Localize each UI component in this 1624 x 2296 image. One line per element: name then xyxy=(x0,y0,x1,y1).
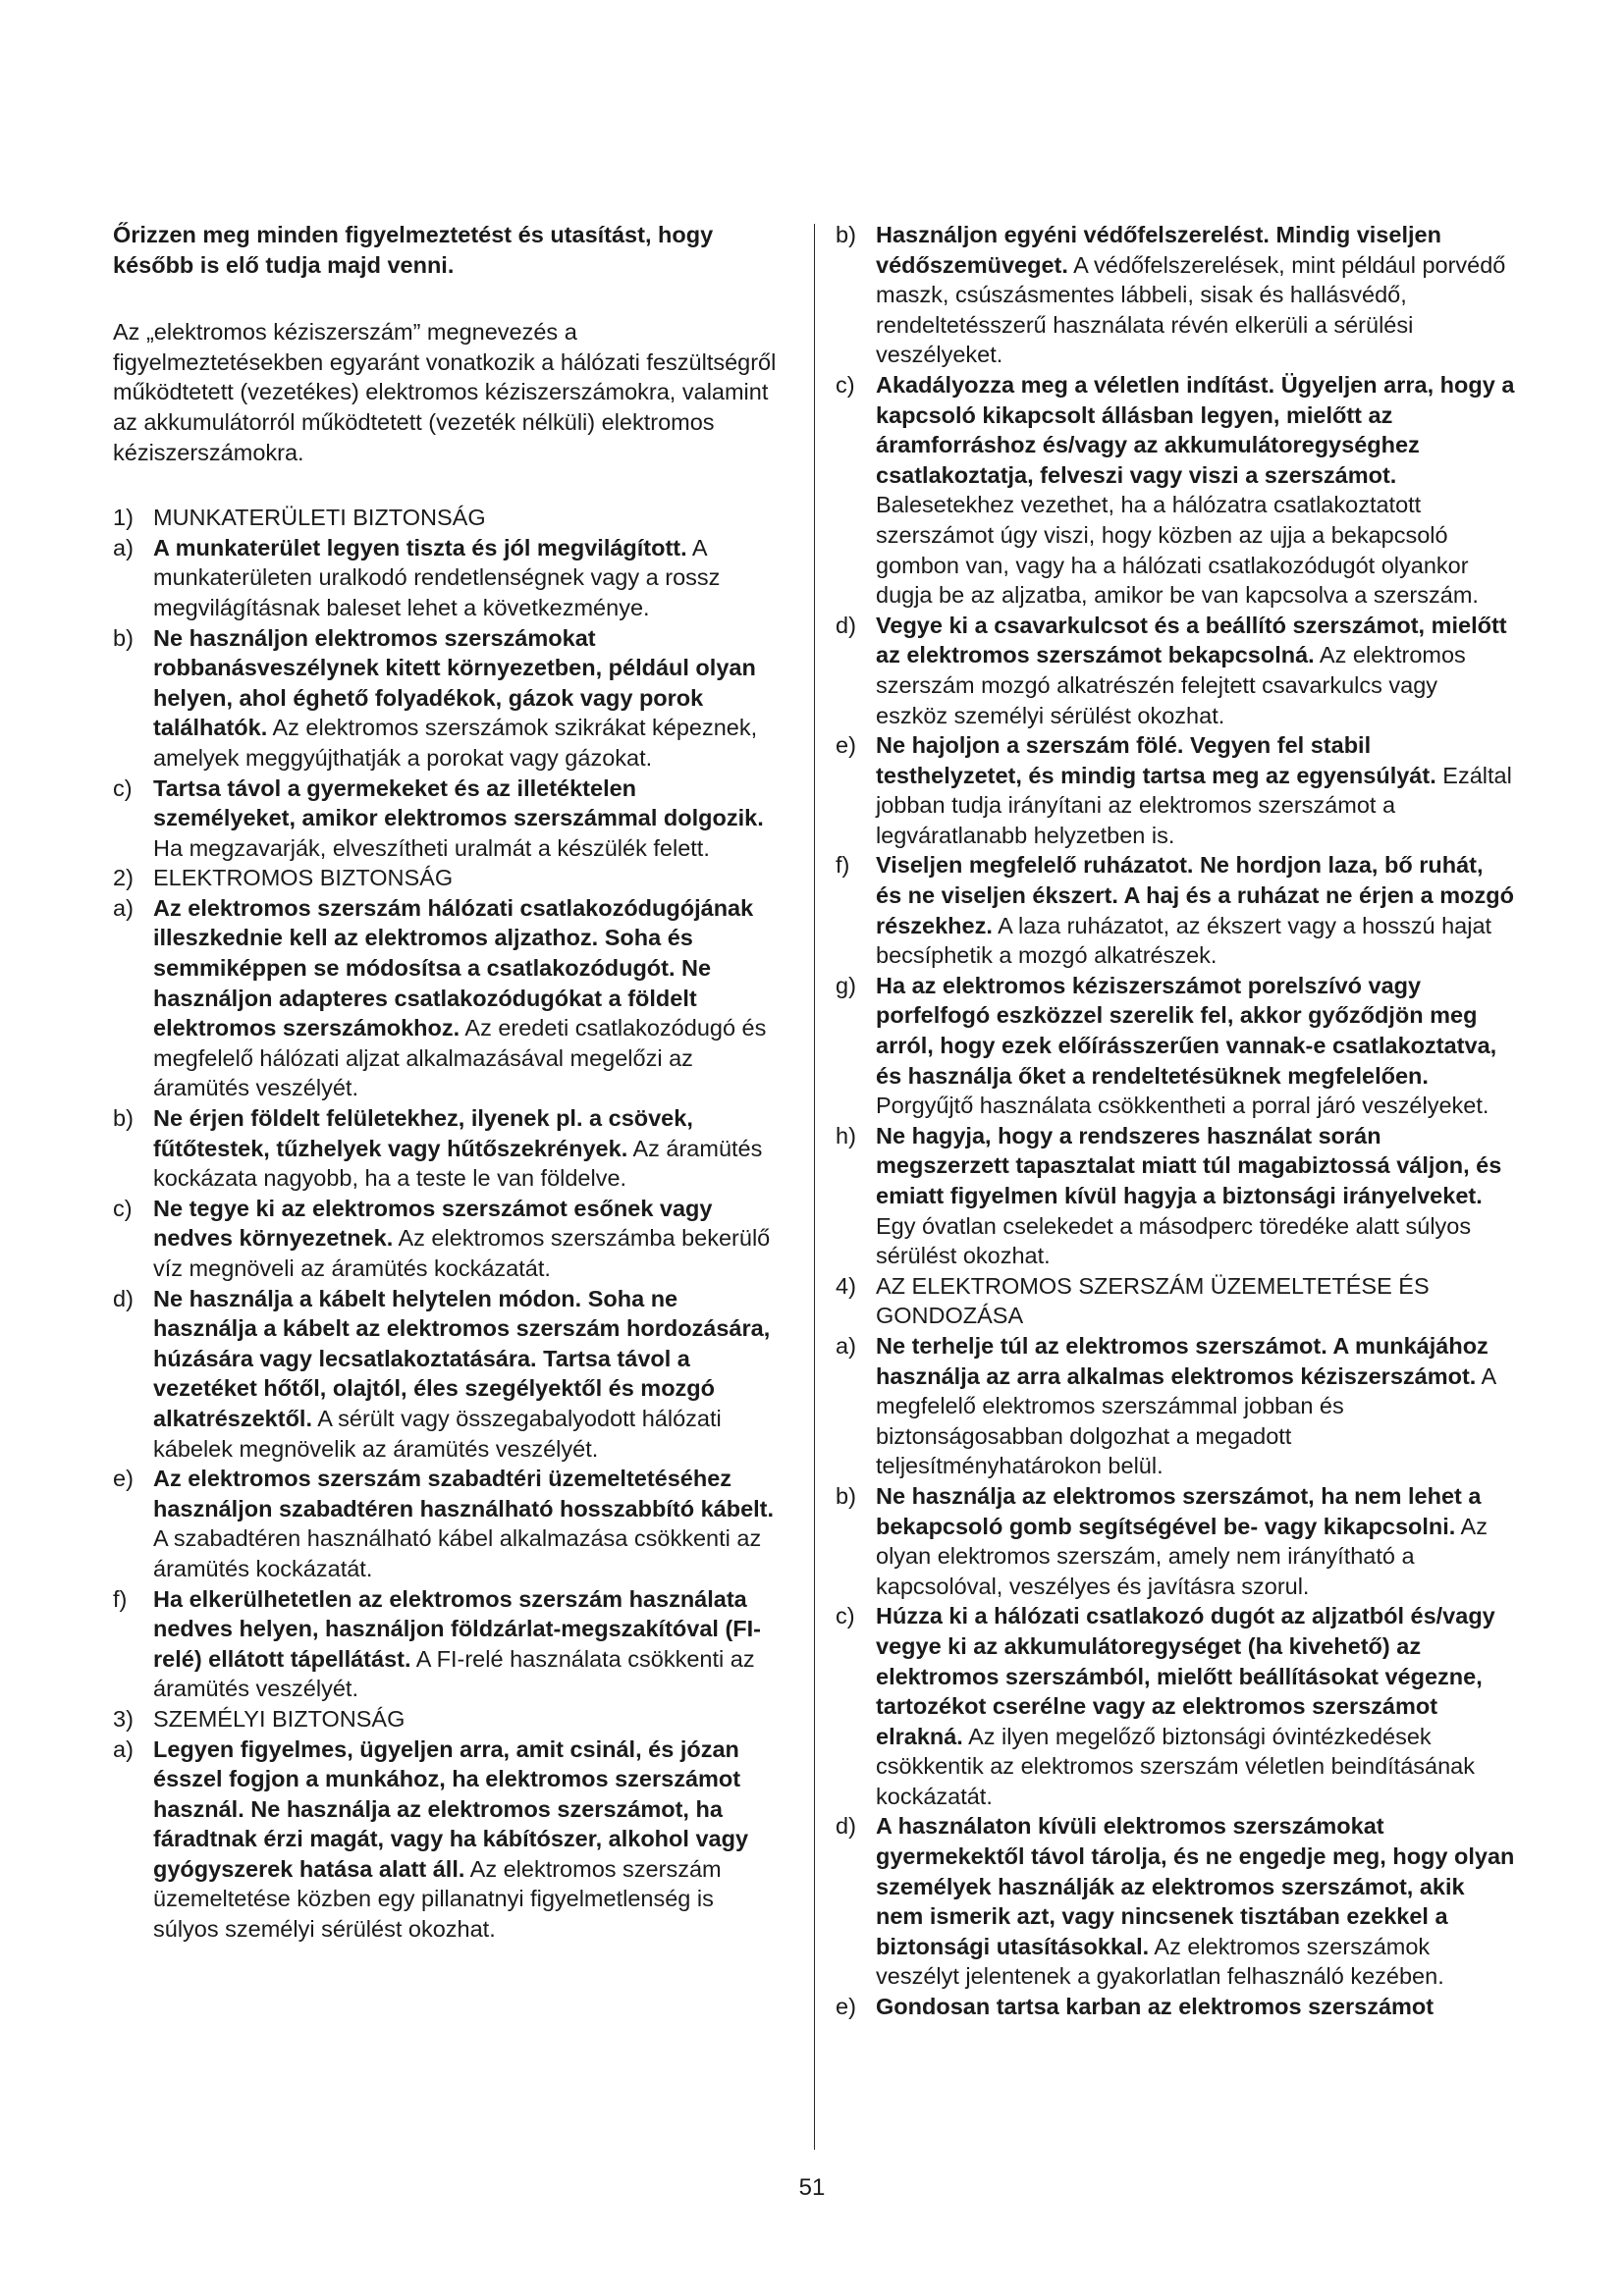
item-text: A FI-relé használata csökkenti az áramütés veszélyét. xyxy=(153,1645,755,1702)
item-bold: Ne használjon elektromos szerszámokat robbanásveszélynek kitett környezetben, például olyan helyen, ahol éghető folyadékok, gázok vagy porok találhatók. xyxy=(153,624,756,741)
item-bold: Ne tegye ki az elektromos szerszámot esőnek vagy nedves környezetnek. xyxy=(153,1195,713,1252)
item-bold: Tartsa távol a gyermekeket és az illetéktelen személyeket, amikor elektromos szerszámmal dolgozik. xyxy=(153,774,764,831)
list-item xyxy=(113,1194,785,1284)
section-title: ELEKTROMOS BIZTONSÁG xyxy=(153,865,454,891)
section-number: 1) xyxy=(113,505,134,531)
item-label: f) xyxy=(836,852,850,879)
item-text: A sérült vagy összegabalyodott hálózati kábelek megnövelik az áramütés veszélyét. xyxy=(153,1405,722,1462)
section-number: 4) xyxy=(836,1272,856,1299)
list-item xyxy=(113,1284,785,1465)
list-item xyxy=(113,623,785,774)
section-3-heading xyxy=(113,1704,785,1735)
item-bold: Ne hajoljon a szerszám fölé. Vegyen fel stabil testhelyzetet, és mindig tartsa meg az egyensúlyát. xyxy=(876,732,1436,788)
item-text: Porgyűjtő használata csökkentheti a porral járó veszélyeket. xyxy=(876,1093,1489,1119)
page-number: 51 xyxy=(798,2174,826,2201)
item-label: e) xyxy=(836,1994,856,2020)
item-bold: A használaton kívüli elektromos szerszámokat gyermekektől távol tárolja, és ne engedje meg, hogy olyan személyek használják az elektromos szerszámot, akik nem ismerik azt, vagy nincsenek tisztában ezekkel a biztonsági utasításokkal. xyxy=(876,1813,1515,1959)
item-bold: Használjon egyéni védőfelszerelést. Mindig viseljen védőszemüveget. xyxy=(876,222,1441,278)
list-item xyxy=(836,1811,1515,1992)
item-bold: Legyen figyelmes, ügyeljen arra, amit csinál, és józan ésszel fogjon a munkához, ha elektromos szerszámot használ. Ne használja az elektromos szerszámot, ha fáradtnak érzi magát, vagy ha kábítószer, alkohol vagy gyógyszerek hatása alatt áll. xyxy=(153,1735,749,1882)
section-number: 2) xyxy=(113,865,134,891)
item-text: Az eredeti csatlakozódugó és megfelelő hálózati aljzat alkalmazásával megelőzi az áramütés veszélyét. xyxy=(153,1015,767,1101)
item-text: A szabadtéren használható kábel alkalmazása csökkenti az áramütés kockázatát. xyxy=(153,1525,762,1581)
item-text: Ezáltal jobban tudja irányítani az elektromos szerszámot a legváratlanabb helyzetben is. xyxy=(876,762,1512,848)
item-text: A megfelelő elektromos szerszámmal jobban és biztonságosabban dolgozhat a megadott teljesítményhatárokon belül. xyxy=(876,1362,1495,1479)
item-text: A laza ruházatot, az ékszert vagy a hosszú hajat becsíphetik a mozgó alkatrészek. xyxy=(876,912,1492,969)
item-text: Az ilyen megelőző biztonsági óvintézkedések csökkentik az elektromos szerszám véletlen beindításának kockázatát. xyxy=(876,1723,1475,1809)
item-label: b) xyxy=(836,1482,856,1509)
item-bold: Ne használja az elektromos szerszámot, ha nem lehet a bekapcsoló gomb segítségével be- vagy kikapcsolni. xyxy=(876,1482,1482,1539)
item-bold: Az elektromos szerszám szabadtéri üzemeltetéséhez használjon szabadtéren használható hosszabbító kábelt. xyxy=(153,1466,775,1522)
item-bold: Ha az elektromos kéziszerszámot porelszívó vagy porfelfogó eszközzel szerelik fel, akkor győződjön meg arról, hogy ezek előírásszerűen vannak-e csatlakoztatva, és használja őket a rendeltetésüknek megfelelően. xyxy=(876,972,1497,1089)
item-bold: A munkaterület legyen tiszta és jól megvilágított. xyxy=(153,534,687,561)
list-item xyxy=(836,1331,1515,1481)
item-bold: Viseljen megfelelő ruházatot. Ne hordjon laza, bő ruhát, és ne viseljen ékszert. A haj és a ruházat ne érjen a mozgó részekhez. xyxy=(876,852,1514,938)
left-column xyxy=(113,220,785,1945)
section-title: AZ ELEKTROMOS SZERSZÁM ÜZEMELTETÉSE ÉS GONDOZÁSA xyxy=(876,1272,1430,1329)
section-title: SZEMÉLYI BIZTONSÁG xyxy=(153,1705,406,1732)
item-text: Az elektromos szerszámba bekerülő víz megnöveli az áramütés kockázatát. xyxy=(153,1225,771,1281)
item-label: d) xyxy=(836,612,856,638)
item-bold: Az elektromos szerszám hálózati csatlakozódugójának illeszkednie kell az elektromos aljzathoz. Soha és semmiképpen se módosítsa a csatlakozódugót. Ne használjon adapteres csatlakozódugókat a földelt elektromos szerszámokhoz. xyxy=(153,894,754,1041)
list-item xyxy=(836,611,1515,730)
list-item xyxy=(836,730,1515,850)
item-text: Az áramütés kockázata nagyobb, ha a teste le van földelve. xyxy=(153,1135,763,1192)
item-label: a) xyxy=(113,1735,134,1762)
item-label: f) xyxy=(113,1585,128,1612)
list-item xyxy=(113,1464,785,1583)
list-item xyxy=(113,893,785,1103)
item-label: c) xyxy=(836,371,855,398)
item-bold: Akadályozza meg a véletlen indítást. Ügyeljen arra, hogy a kapcsoló kikapcsolt állásban legyen, mielőtt az áramforráshoz és/vagy az akkumulátoregységhez csatlakoztatja, felveszi vagy viszi a szerszámot. xyxy=(876,371,1515,488)
item-bold: Ne érjen földelt felületekhez, ilyenek pl. a csövek, fűtőtestek, tűzhelyek vagy hűtőszekrények. xyxy=(153,1105,693,1161)
list-item xyxy=(113,1103,785,1194)
item-bold: Húzza ki a hálózati csatlakozó dugót az aljzatból és/vagy vegye ki az akkumulátoregységet (ha kivehető) az elektromos szerszámból, mielőtt beállításokat végezne, tartozékot cserélne vagy az elektromos szerszámot elrakná. xyxy=(876,1603,1495,1749)
list-item xyxy=(836,220,1515,370)
section-4-heading xyxy=(836,1271,1515,1331)
item-bold: Ha elkerülhetetlen az elektromos szerszám használata nedves helyen, használjon földzárlat-megszakítóval (FI-relé) ellátott tápellátást. xyxy=(153,1585,761,1672)
item-label: g) xyxy=(836,972,856,998)
item-bold: Ne használja a kábelt helytelen módon. Soha ne használja a kábelt az elektromos szerszám hordozására, húzására vagy lecsatlakoztatására. Tartsa távol a vezetéket hőtől, olajtól, éles szegélyektől és mozgó alkatrészektől. xyxy=(153,1285,771,1431)
item-text: Egy óvatlan cselekedet a másodperc töredéke alatt súlyos sérülést okozhat. xyxy=(876,1212,1472,1269)
item-text: Balesetekhez vezethet, ha a hálózatra csatlakoztatott szerszámot úgy viszi, hogy közben az ujja a bekapcsoló gombon van, vagy ha a hálózati csatlakozódugót olyankor dugja be az aljzatba, amikor be van kapcsolva a szerszám. xyxy=(876,492,1479,609)
list-item xyxy=(836,370,1515,611)
section-title: MUNKATERÜLETI BIZTONSÁG xyxy=(153,505,486,531)
item-label: e) xyxy=(113,1466,134,1492)
list-item xyxy=(113,533,785,623)
item-text: A védőfelszerelések, mint például porvédő maszk, csúszásmentes lábbeli, sisak és hallásvédő, rendeltetésszerű használata révén elkerüli a sérülési veszélyeket. xyxy=(876,251,1506,368)
item-bold: Ne hagyja, hogy a rendszeres használat során megszerzett tapasztalat miatt túl magabiztossá váljon, és emiatt figyelmen kívül hagyja a biztonsági irányelveket. xyxy=(876,1122,1502,1208)
item-text: Az elektromos szerszám üzemeltetése közben egy pillanatnyi figyelmetlenség is súlyos személyi sérülést okozhat. xyxy=(153,1855,722,1943)
item-label: b) xyxy=(113,1105,134,1132)
item-label: c) xyxy=(836,1603,855,1629)
item-bold: Ne terhelje túl az elektromos szerszámot. A munkájához használja az arra alkalmas elektromos kéziszerszámot. xyxy=(876,1332,1489,1389)
item-text: Az olyan elektromos szerszám, amely nem irányítható a kapcsolóval, veszélyes és javításra szorul. xyxy=(876,1513,1488,1599)
item-label: b) xyxy=(113,624,134,651)
section-1-heading xyxy=(113,503,785,533)
list-item xyxy=(836,1121,1515,1271)
list-item xyxy=(836,1601,1515,1811)
item-bold: Gondosan tartsa karban az elektromos szerszámot xyxy=(876,1994,1435,2020)
item-label: a) xyxy=(836,1332,856,1359)
list-item xyxy=(836,1992,1515,2022)
list-item xyxy=(113,774,785,864)
item-label: h) xyxy=(836,1122,856,1148)
item-text: Az elektromos szerszámok szikrákat képeznek, amelyek meggyújthatják a porokat vagy gázokat. xyxy=(153,715,758,771)
right-column xyxy=(836,220,1515,2022)
item-text: Az elektromos szerszámok veszélyt jelentenek a gyakorlatlan felhasználó kezében. xyxy=(876,1933,1444,1990)
item-text: A munkaterületen uralkodó rendetlenségnek vagy a rossz megvilágításnak baleset lehet a következménye. xyxy=(153,534,721,620)
item-bold: Vegye ki a csavarkulcsot és a beállító szerszámot, mielőtt az elektromos szerszámot bekapcsolná. xyxy=(876,612,1507,668)
intro-text: Az „elektromos kéziszerszám” megnevezés a figyelmeztetésekben egyaránt vonatkozik a hálózati feszültségről működtetett (vezetékes) elektromos kéziszerszámokra, valamint az akkumulátorról működtetett (vezeték nélküli) elektromos kéziszerszámokra. xyxy=(113,319,777,465)
list-item xyxy=(113,1584,785,1704)
list-item xyxy=(836,971,1515,1121)
intro-bold: Őrizzen meg minden figyelmeztetést és utasítást, hogy később is elő tudja majd venni. xyxy=(113,222,714,278)
item-text: Ha megzavarják, elveszítheti uralmát a készülék felett. xyxy=(153,834,710,861)
item-label: b) xyxy=(836,222,856,247)
item-label: e) xyxy=(836,732,856,759)
list-item xyxy=(836,1481,1515,1601)
list-item xyxy=(836,850,1515,970)
item-label: d) xyxy=(113,1285,134,1311)
column-divider xyxy=(814,224,815,2150)
item-label: c) xyxy=(113,774,133,801)
item-text: Az elektromos szerszám mozgó alkatrészén felejtett csavarkulcs vagy eszköz személyi sérülést okozhat. xyxy=(876,642,1466,728)
section-2-heading xyxy=(113,863,785,893)
list-item xyxy=(113,1735,785,1945)
section-number: 3) xyxy=(113,1705,134,1732)
item-label: d) xyxy=(836,1813,856,1840)
item-label: a) xyxy=(113,894,134,921)
item-label: a) xyxy=(113,534,134,561)
item-label: c) xyxy=(113,1195,133,1221)
